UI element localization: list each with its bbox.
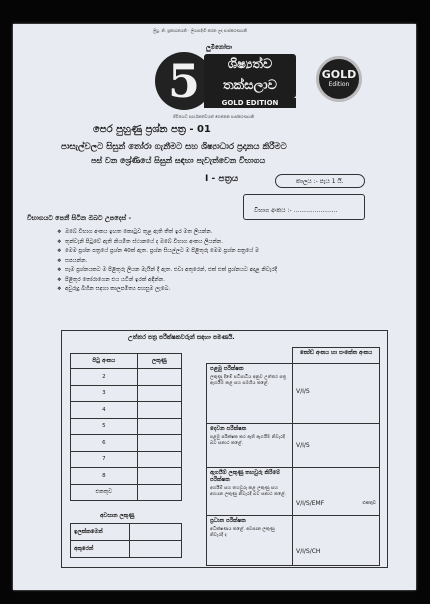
table-row	[71, 418, 182, 435]
marks-cell[interactable]	[137, 402, 181, 419]
index-number-box[interactable]: විභාග අංකය :- .......................	[243, 194, 365, 220]
header-note: ලියු. නි. ප්‍රකාශනයකි - ලියාපදිංචි කරන ලද සංස්කරණයකි	[153, 28, 247, 33]
total-label-cell: එකතුව	[71, 484, 138, 501]
logo-number-badge: 5	[155, 52, 213, 110]
examiner-code-extra: එකතුව	[362, 501, 376, 506]
paper-number-label: I - පත්‍රය	[205, 174, 239, 184]
examiner-cell	[207, 468, 293, 516]
badge-line-1: GOLD	[321, 68, 357, 81]
page-number-cell: 7	[71, 451, 138, 468]
instruction-item: ❖ සපයන්න.	[57, 257, 387, 267]
page-marks-table	[70, 353, 182, 501]
exam-paper-cover	[13, 24, 416, 590]
final-in-words-label: අකුරෙන්	[71, 541, 130, 558]
page-number-cell: 4	[71, 402, 138, 419]
examiner-code-cell[interactable]	[293, 424, 380, 468]
examiner-code: V/I/S/CH	[296, 548, 321, 555]
instruction-item: ❖ ඔබේ විභාග අංකය ඉහත කොටුව තුළ ඇති තීත් ඉර මත ලියන්න.	[57, 228, 387, 238]
examiner-title: දෙවන පරීක්ෂක	[210, 426, 247, 432]
marks-header: ලකුණු	[137, 354, 181, 369]
examiner-code: V/I/S	[296, 442, 310, 449]
brand-logo	[204, 54, 296, 98]
badge-line-2: Edition	[328, 81, 350, 88]
code-header: කෝඩ් අංකය හා සංකේත අංකය	[293, 348, 380, 364]
exam-grade-line: පස් වන ශ්‍රේණියේ සිසුන් සඳහා පැවැත්වෙන විභාගය	[91, 156, 266, 165]
instruction-item: ❖ පිළිතුර තෝරාගෙන එය යටින් ඉරක් අඳින්න.	[57, 276, 387, 286]
table-row	[71, 541, 182, 558]
brand-edition: GOLD EDITION	[204, 98, 296, 108]
final-in-words-field[interactable]	[130, 541, 182, 558]
table-row	[207, 424, 380, 468]
table-row	[207, 364, 380, 424]
page-number-header: පිටු අංකය	[71, 354, 138, 369]
examiner-description: අගයීම් සහ තහවුරු කළ ලකුණු සහ අගයන ලකුණු නිවැරදි බව සනාථ කළේ.	[210, 486, 287, 497]
examiner-cell	[207, 516, 293, 566]
brand-line-2: තක්සලාව	[222, 78, 277, 93]
page-number-cell: 8	[71, 468, 138, 485]
table-row	[207, 516, 380, 566]
marks-section-title: උත්තර පත්‍ර පරීක්ෂකවරුන් සඳහා පමණයි.	[128, 334, 235, 341]
examiner-description: පළමු පරීක්ෂක කර ඇති ඇගයීම නිවැරදි බව සනාථ කළේ.	[210, 435, 285, 446]
examiner-code-cell[interactable]	[293, 468, 380, 516]
time-allowed-box: කාලය :- පැය 1 යි.	[275, 174, 365, 188]
table-row	[71, 402, 182, 419]
paper-title: පෙර පුහුණු ප්‍රශ්න පත්‍ර - 01	[93, 124, 211, 135]
final-marks-table	[70, 523, 182, 558]
examiner-signature-table	[206, 347, 380, 566]
examiner-code: V/I/S/EMF එකතුව	[296, 500, 376, 507]
examiner-cell	[207, 424, 293, 468]
marks-cell[interactable]	[137, 385, 181, 402]
table-row	[207, 468, 380, 516]
instruction-item: ❖ අවුරුදු බිහින සඳහා කාලපමිත්‍ය පහසුම ලැබෙ.	[57, 285, 387, 295]
page-number-cell: 2	[71, 369, 138, 386]
brand-footer: ජීවිතයට සාර්ථකත්වයක් ගෙනෙන සංස්කරණයකි	[173, 114, 255, 119]
instruction-item: ❖ සෑම ප්‍රශ්නයකට ම පිළිතුරු ලියන මැයින් දී ඇත. එවා අතුරෙන්, එක් එක් ප්‍රශ්නයට අදාළ නිවැරදි	[57, 266, 387, 276]
instructions-title: විභාගයට පෙනී සිටින ඔබට උපදෙස් -	[27, 214, 132, 222]
brand-line-1: ශිෂ්‍යත්ව	[227, 57, 273, 72]
table-row	[71, 369, 182, 386]
examiner-title: පළමු පරීක්ෂක	[210, 366, 244, 372]
table-row	[71, 524, 182, 541]
final-in-numbers-label: ඉලක්කමෙන්	[71, 524, 130, 541]
instruction-item: ❖ තුන්වැනි පිටුවේ ඇති නියමිත ස්ථානයේ ද ඔබේ විභාග අංකය ලියන්න.	[57, 238, 387, 248]
examiner-code: V/I/S	[296, 388, 310, 395]
examiner-title: ඇගයීම් ලකුණු තහවුරු කිරීමේ පරීක්ෂක	[210, 470, 281, 483]
examiner-description: ලකුණු දීමේ පටිපාටිය අනුව උත්තර පත්‍ර ඇගයීම කළ සහ සමගිය කළේ.	[210, 375, 287, 386]
page-number-cell: 3	[71, 385, 138, 402]
examiner-cell	[207, 364, 293, 424]
examiner-description: අධීක්ෂණය කළේ. අවසාන ලකුණු නිවැරදි ද	[210, 527, 275, 538]
table-row	[71, 435, 182, 452]
table-row	[71, 468, 182, 485]
examiner-code-cell[interactable]	[293, 516, 380, 566]
marks-cell[interactable]	[137, 435, 181, 452]
marks-cell[interactable]	[137, 468, 181, 485]
examiner-marks-section	[61, 330, 388, 568]
gold-edition-badge	[316, 56, 362, 102]
table-row	[71, 451, 182, 468]
marks-cell[interactable]	[137, 369, 181, 386]
blank-header-cell	[207, 348, 293, 364]
marks-cell[interactable]	[137, 451, 181, 468]
examiner-title: ප්‍රධාන පරීක්ෂක	[210, 518, 246, 524]
table-row	[71, 484, 182, 501]
page-number-cell: 5	[71, 418, 138, 435]
total-marks-cell[interactable]	[137, 484, 181, 501]
final-in-numbers-field[interactable]	[130, 524, 182, 541]
brand-top-label: ලුමිනෝසා	[206, 44, 233, 51]
instructions-list	[57, 228, 387, 295]
final-marks-title: අවසාන ලකුණු	[100, 513, 135, 519]
examiner-code-cell[interactable]	[293, 364, 380, 424]
marks-cell[interactable]	[137, 418, 181, 435]
table-row	[71, 385, 182, 402]
exam-purpose-line: පාසැල්වලට සිසුන් තෝරා ගැනීමට සහ ශිෂ්‍යාධාර ප්‍රදානය කිරීමට	[61, 142, 287, 152]
page-number-cell: 6	[71, 435, 138, 452]
instruction-item: ❖ මෙම ප්‍රශ්න පත්‍රයේ ප්‍රශ්න 40ක් ඇත. ප්‍රශ්න සියල්ලට ම පිළිතුරු මෙම ප්‍රශ්න පත්‍රයේ ම	[57, 247, 387, 257]
